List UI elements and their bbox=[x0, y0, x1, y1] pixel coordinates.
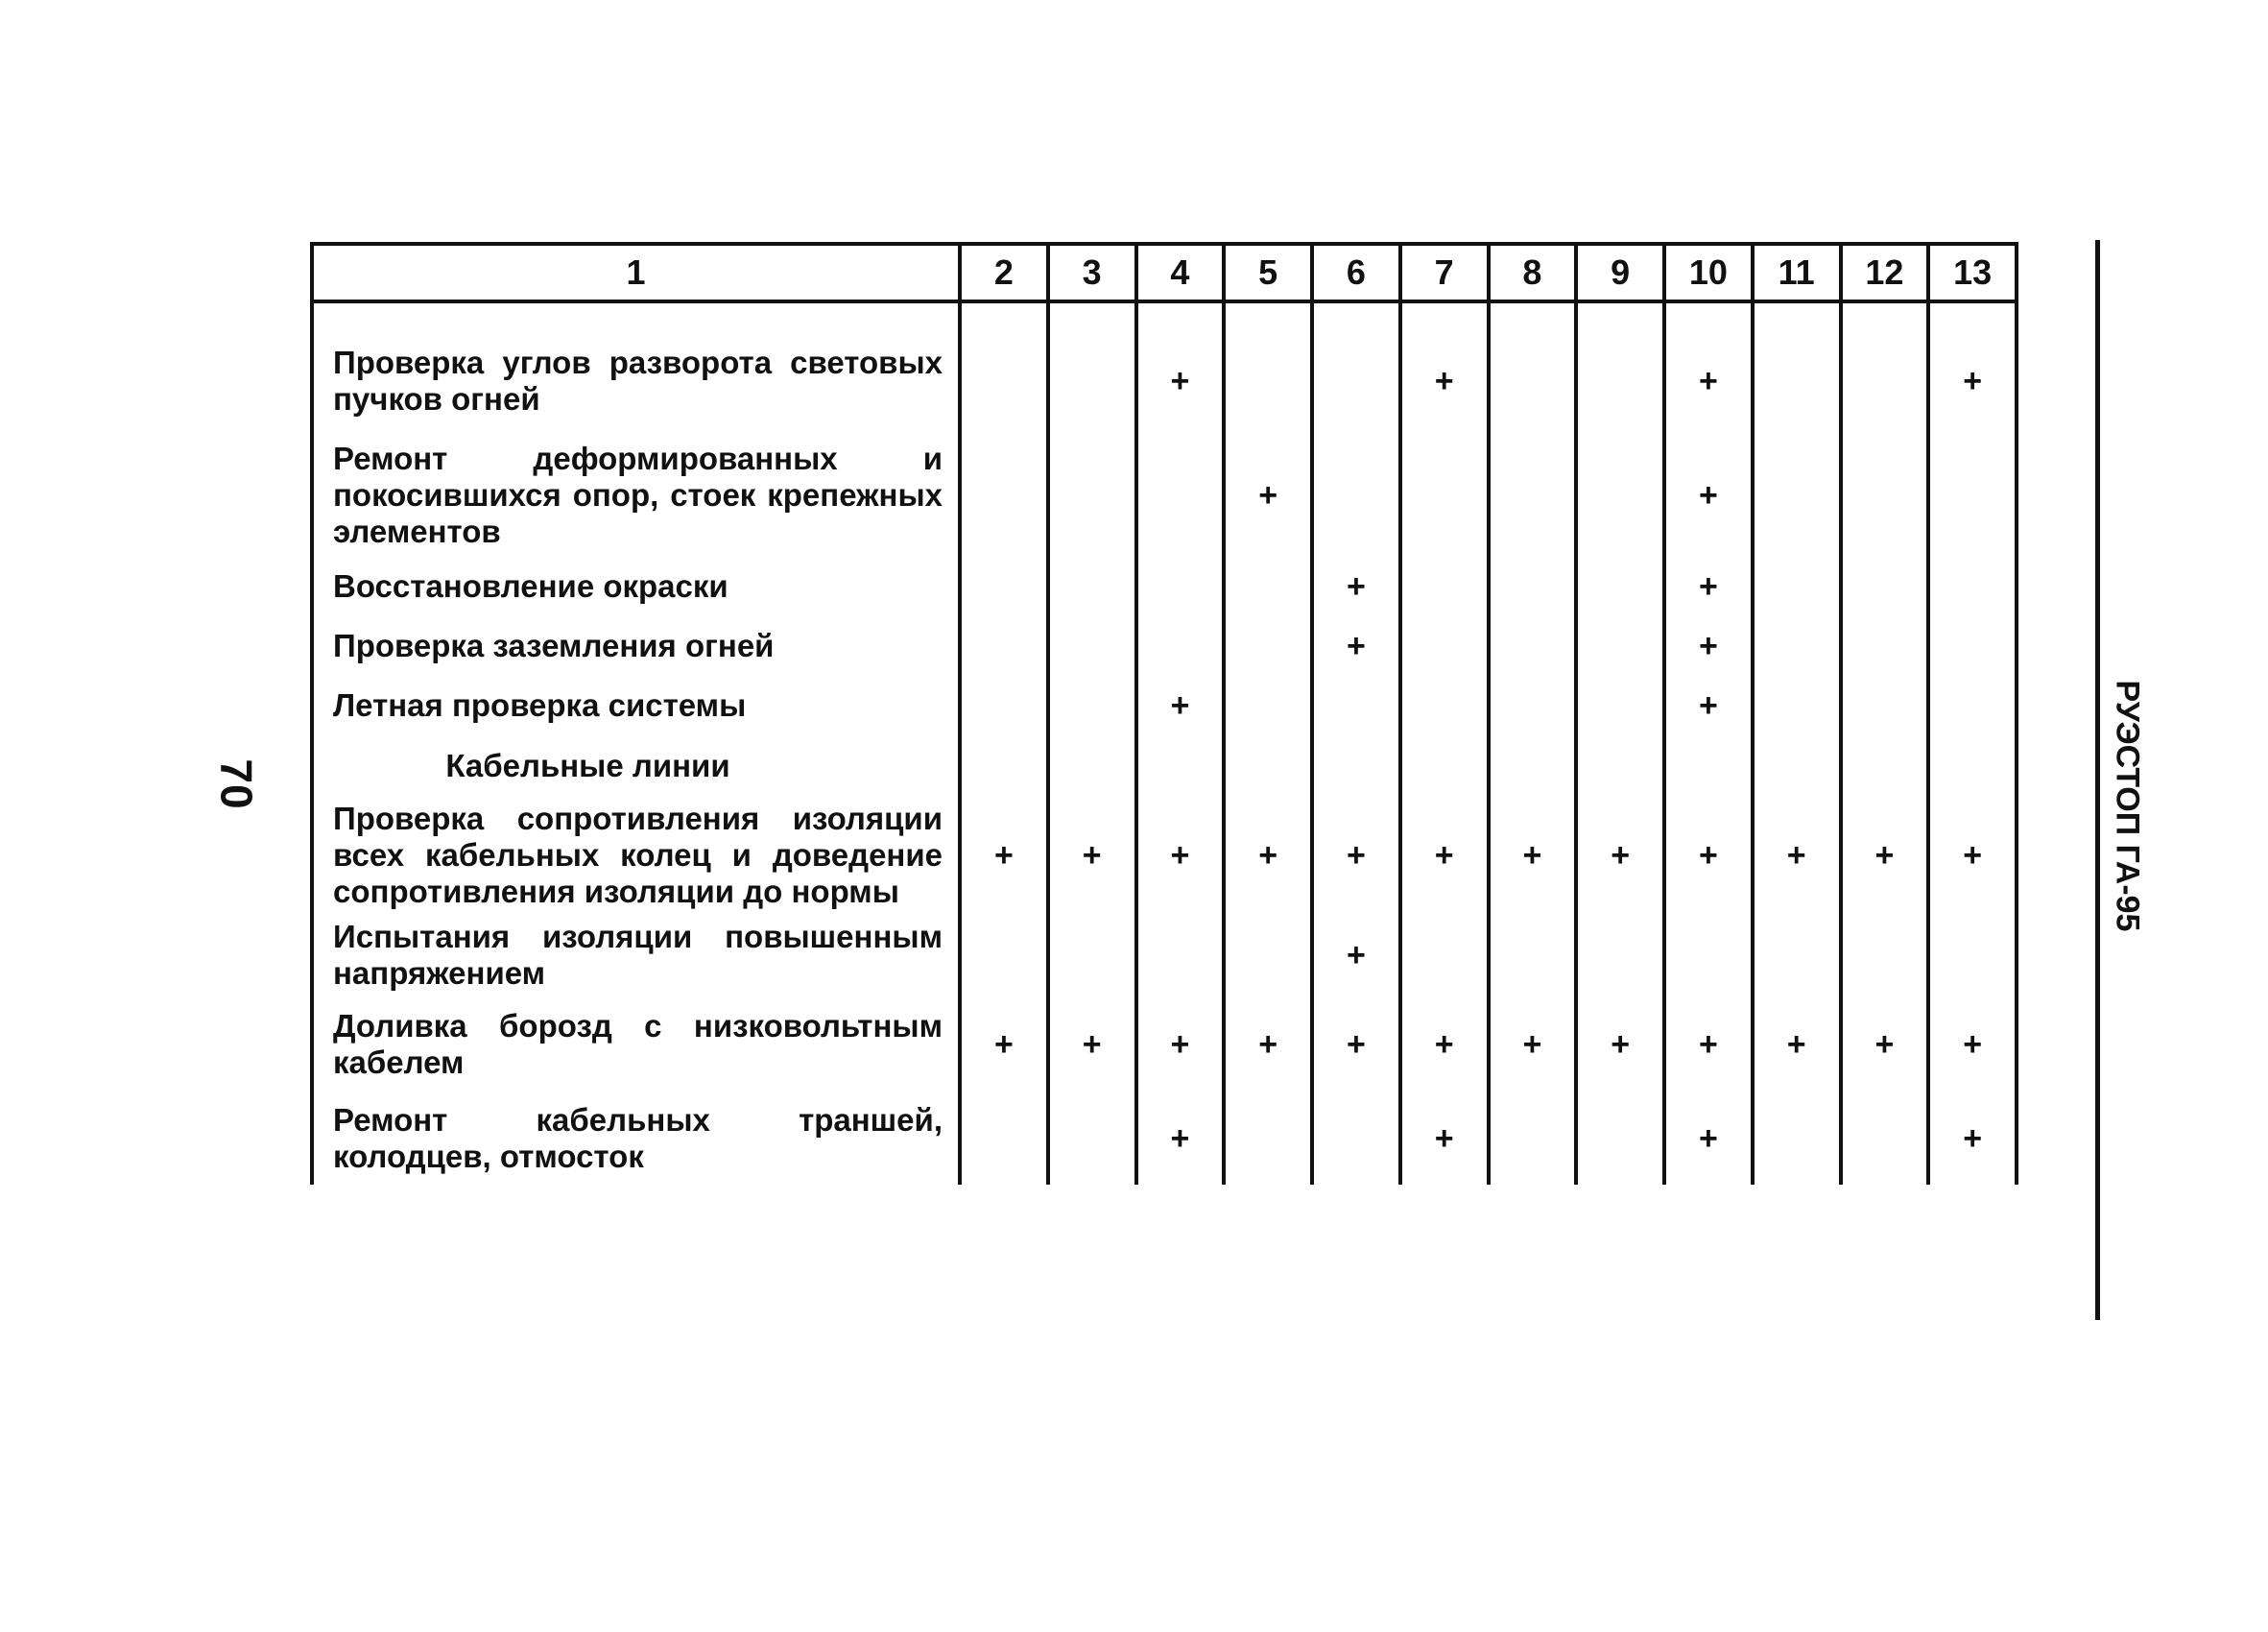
cell-col-2 bbox=[960, 1092, 1048, 1185]
cell-col-10 bbox=[1664, 914, 1753, 996]
cell-col-7 bbox=[1400, 797, 1489, 914]
work-description: Ремонт кабельных траншей, колодцев, отмосток bbox=[312, 1092, 960, 1185]
work-description: Проверка заземления огней bbox=[312, 616, 960, 676]
cell-col-5 bbox=[1224, 797, 1312, 914]
cell-col-12 bbox=[1841, 735, 1929, 797]
plus-mark: + bbox=[1170, 836, 1190, 874]
cell-col-2 bbox=[960, 676, 1048, 735]
plus-mark: + bbox=[1170, 686, 1190, 724]
cell-col-7 bbox=[1400, 996, 1489, 1092]
cell-col-3 bbox=[1048, 328, 1136, 434]
table-row bbox=[312, 676, 2017, 735]
plus-mark: + bbox=[1082, 1025, 1102, 1063]
column-header-3: 3 bbox=[1048, 244, 1136, 301]
plus-mark: + bbox=[1346, 936, 1366, 973]
cell-col-3 bbox=[1048, 557, 1136, 616]
cell-col-12 bbox=[1841, 434, 1929, 557]
cell-col-7 bbox=[1400, 914, 1489, 996]
plus-mark: + bbox=[1346, 567, 1366, 605]
column-header-6: 6 bbox=[1312, 244, 1400, 301]
cell-col-10 bbox=[1664, 616, 1753, 676]
cell-col-9 bbox=[1576, 557, 1664, 616]
plus-mark: + bbox=[1611, 836, 1631, 874]
column-header-1: 1 bbox=[312, 244, 960, 301]
cell-col-8 bbox=[1489, 328, 1577, 434]
cell-col-2 bbox=[960, 616, 1048, 676]
column-header-13: 13 bbox=[1928, 244, 2017, 301]
cell-col-9 bbox=[1576, 1092, 1664, 1185]
table-row bbox=[312, 996, 2017, 1092]
cell-col-11 bbox=[1753, 616, 1841, 676]
cell-col-12 bbox=[1841, 996, 1929, 1092]
cell-col-11 bbox=[1753, 914, 1841, 996]
cell-col-13 bbox=[1928, 735, 2017, 797]
table-row bbox=[312, 557, 2017, 616]
column-header-10: 10 bbox=[1664, 244, 1753, 301]
plus-mark: + bbox=[1258, 476, 1278, 514]
cell-col-4 bbox=[1136, 616, 1225, 676]
plus-mark: + bbox=[1258, 836, 1278, 874]
cell-col-3 bbox=[1048, 735, 1136, 797]
cell-col-12 bbox=[1841, 797, 1929, 914]
cell-col-13 bbox=[1928, 557, 2017, 616]
plus-mark: + bbox=[1346, 836, 1366, 874]
table-row bbox=[312, 797, 2017, 914]
cell-col-2 bbox=[960, 557, 1048, 616]
plus-mark: + bbox=[1082, 836, 1102, 874]
cell-col-9 bbox=[1576, 676, 1664, 735]
work-description: Проверка сопротивления изоляции всех кабельных колец и доведение сопротивления изоляции до нормы bbox=[312, 797, 960, 914]
plus-mark: + bbox=[1786, 1025, 1806, 1063]
section-title: Кабельные линии bbox=[312, 735, 960, 797]
cell-col-11 bbox=[1753, 328, 1841, 434]
plus-mark: + bbox=[1434, 1119, 1454, 1157]
work-description: Ремонт деформированных и покосившихся опор, стоек крепежных элементов bbox=[312, 434, 960, 557]
plus-mark: + bbox=[1346, 1025, 1366, 1063]
cell-col-8 bbox=[1489, 914, 1577, 996]
cell-col-11 bbox=[1753, 1092, 1841, 1185]
cell-col-4 bbox=[1136, 1092, 1225, 1185]
cell-col-4 bbox=[1136, 557, 1225, 616]
plus-mark: + bbox=[1874, 836, 1895, 874]
cell-col-13 bbox=[1928, 616, 2017, 676]
plus-mark: + bbox=[1698, 1025, 1718, 1063]
cell-col-8 bbox=[1489, 434, 1577, 557]
cell-col-3 bbox=[1048, 434, 1136, 557]
cell-col-8 bbox=[1489, 676, 1577, 735]
cell-col-6 bbox=[1312, 914, 1400, 996]
plus-mark: + bbox=[1611, 1025, 1631, 1063]
section-row bbox=[312, 735, 2017, 797]
cell-col-9 bbox=[1576, 996, 1664, 1092]
cell-col-10 bbox=[1664, 557, 1753, 616]
cell-col-5 bbox=[1224, 1092, 1312, 1185]
cell-col-13 bbox=[1928, 676, 2017, 735]
page-number: 70 bbox=[211, 758, 262, 810]
table-row bbox=[312, 328, 2017, 434]
cell-col-13 bbox=[1928, 797, 2017, 914]
cell-col-11 bbox=[1753, 797, 1841, 914]
cell-col-10 bbox=[1664, 996, 1753, 1092]
column-header-2: 2 bbox=[960, 244, 1048, 301]
plus-mark: + bbox=[1170, 1025, 1190, 1063]
cell-col-10 bbox=[1664, 735, 1753, 797]
cell-col-5 bbox=[1224, 914, 1312, 996]
work-description: Испытания изоляции повышенным напряжением bbox=[312, 914, 960, 996]
cell-col-8 bbox=[1489, 1092, 1577, 1185]
cell-col-2 bbox=[960, 328, 1048, 434]
plus-mark: + bbox=[1698, 627, 1718, 664]
cell-col-3 bbox=[1048, 616, 1136, 676]
column-header-8: 8 bbox=[1489, 244, 1577, 301]
cell-col-10 bbox=[1664, 676, 1753, 735]
cell-col-12 bbox=[1841, 676, 1929, 735]
cell-col-12 bbox=[1841, 328, 1929, 434]
cell-col-10 bbox=[1664, 328, 1753, 434]
cell-col-7 bbox=[1400, 735, 1489, 797]
plus-mark: + bbox=[1522, 1025, 1542, 1063]
cell-col-7 bbox=[1400, 616, 1489, 676]
cell-col-4 bbox=[1136, 914, 1225, 996]
cell-col-4 bbox=[1136, 434, 1225, 557]
cell-col-10 bbox=[1664, 797, 1753, 914]
cell-col-8 bbox=[1489, 735, 1577, 797]
cell-col-7 bbox=[1400, 557, 1489, 616]
cell-col-3 bbox=[1048, 676, 1136, 735]
plus-mark: + bbox=[1698, 1119, 1718, 1157]
plus-mark: + bbox=[1874, 1025, 1895, 1063]
plus-mark: + bbox=[1698, 836, 1718, 874]
plus-mark: + bbox=[993, 836, 1014, 874]
cell-col-6 bbox=[1312, 434, 1400, 557]
column-header-11: 11 bbox=[1753, 244, 1841, 301]
cell-col-13 bbox=[1928, 1092, 2017, 1185]
plus-mark: + bbox=[1346, 627, 1366, 664]
cell-col-10 bbox=[1664, 1092, 1753, 1185]
cell-col-5 bbox=[1224, 676, 1312, 735]
plus-mark: + bbox=[1258, 1025, 1278, 1063]
cell-col-12 bbox=[1841, 1092, 1929, 1185]
cell-col-9 bbox=[1576, 735, 1664, 797]
maintenance-table bbox=[310, 242, 2018, 1185]
cell-col-9 bbox=[1576, 328, 1664, 434]
cell-col-11 bbox=[1753, 557, 1841, 616]
table-row bbox=[312, 1092, 2017, 1185]
cell-col-13 bbox=[1928, 434, 2017, 557]
plus-mark: + bbox=[1170, 1119, 1190, 1157]
plus-mark: + bbox=[1434, 362, 1454, 399]
plus-mark: + bbox=[993, 1025, 1014, 1063]
plus-mark: + bbox=[1170, 362, 1190, 399]
table-row bbox=[312, 914, 2017, 996]
plus-mark: + bbox=[1963, 836, 1983, 874]
cell-col-8 bbox=[1489, 797, 1577, 914]
plus-mark: + bbox=[1698, 567, 1718, 605]
plus-mark: + bbox=[1522, 836, 1542, 874]
cell-col-9 bbox=[1576, 434, 1664, 557]
cell-col-6 bbox=[1312, 328, 1400, 434]
cell-col-7 bbox=[1400, 676, 1489, 735]
cell-col-6 bbox=[1312, 797, 1400, 914]
cell-col-12 bbox=[1841, 616, 1929, 676]
cell-col-11 bbox=[1753, 996, 1841, 1092]
cell-col-2 bbox=[960, 914, 1048, 996]
plus-mark: + bbox=[1963, 1119, 1983, 1157]
column-header-9: 9 bbox=[1576, 244, 1664, 301]
work-description: Доливка борозд с низковольтным кабелем bbox=[312, 996, 960, 1092]
cell-col-10 bbox=[1664, 434, 1753, 557]
cell-col-5 bbox=[1224, 328, 1312, 434]
cell-col-7 bbox=[1400, 328, 1489, 434]
cell-col-6 bbox=[1312, 1092, 1400, 1185]
cell-col-3 bbox=[1048, 797, 1136, 914]
plus-mark: + bbox=[1963, 1025, 1983, 1063]
cell-col-7 bbox=[1400, 1092, 1489, 1185]
plus-mark: + bbox=[1698, 686, 1718, 724]
plus-mark: + bbox=[1698, 362, 1718, 399]
column-header-12: 12 bbox=[1841, 244, 1929, 301]
plus-mark: + bbox=[1786, 836, 1806, 874]
table-body bbox=[312, 301, 2017, 1185]
cell-col-9 bbox=[1576, 616, 1664, 676]
cell-col-6 bbox=[1312, 676, 1400, 735]
cell-col-2 bbox=[960, 996, 1048, 1092]
cell-col-11 bbox=[1753, 434, 1841, 557]
plus-mark: + bbox=[1698, 476, 1718, 514]
cell-col-12 bbox=[1841, 557, 1929, 616]
cell-col-6 bbox=[1312, 996, 1400, 1092]
cell-col-4 bbox=[1136, 676, 1225, 735]
cell-col-2 bbox=[960, 797, 1048, 914]
cell-col-6 bbox=[1312, 557, 1400, 616]
cell-col-4 bbox=[1136, 735, 1225, 797]
cell-col-13 bbox=[1928, 996, 2017, 1092]
cell-col-13 bbox=[1928, 914, 2017, 996]
table-row bbox=[312, 616, 2017, 676]
cell-col-5 bbox=[1224, 434, 1312, 557]
cell-col-12 bbox=[1841, 914, 1929, 996]
work-description: Восстановление окраски bbox=[312, 557, 960, 616]
cell-col-5 bbox=[1224, 735, 1312, 797]
cell-col-3 bbox=[1048, 1092, 1136, 1185]
cell-col-8 bbox=[1489, 616, 1577, 676]
cell-col-5 bbox=[1224, 557, 1312, 616]
cell-col-7 bbox=[1400, 434, 1489, 557]
work-description: Проверка углов разворота световых пучков огней bbox=[312, 328, 960, 434]
cell-col-4 bbox=[1136, 328, 1225, 434]
cell-col-9 bbox=[1576, 797, 1664, 914]
table-row bbox=[312, 434, 2017, 557]
column-header-5: 5 bbox=[1224, 244, 1312, 301]
column-header-7: 7 bbox=[1400, 244, 1489, 301]
plus-mark: + bbox=[1434, 1025, 1454, 1063]
cell-col-11 bbox=[1753, 735, 1841, 797]
cell-col-4 bbox=[1136, 797, 1225, 914]
table-header-row bbox=[312, 244, 2017, 301]
cell-col-5 bbox=[1224, 616, 1312, 676]
document-code: РУЭСТОП ГА-95 bbox=[2109, 680, 2146, 932]
cell-col-4 bbox=[1136, 996, 1225, 1092]
column-header-4: 4 bbox=[1136, 244, 1225, 301]
cell-col-11 bbox=[1753, 676, 1841, 735]
cell-col-6 bbox=[1312, 735, 1400, 797]
cell-col-3 bbox=[1048, 914, 1136, 996]
work-description: Летная проверка системы bbox=[312, 676, 960, 735]
cell-col-13 bbox=[1928, 328, 2017, 434]
cell-col-3 bbox=[1048, 996, 1136, 1092]
cell-col-2 bbox=[960, 735, 1048, 797]
side-rule bbox=[2095, 240, 2100, 1320]
plus-mark: + bbox=[1434, 836, 1454, 874]
cell-col-8 bbox=[1489, 996, 1577, 1092]
cell-col-5 bbox=[1224, 996, 1312, 1092]
cell-col-9 bbox=[1576, 914, 1664, 996]
cell-col-6 bbox=[1312, 616, 1400, 676]
cell-col-2 bbox=[960, 434, 1048, 557]
cell-col-8 bbox=[1489, 557, 1577, 616]
plus-mark: + bbox=[1963, 362, 1983, 399]
